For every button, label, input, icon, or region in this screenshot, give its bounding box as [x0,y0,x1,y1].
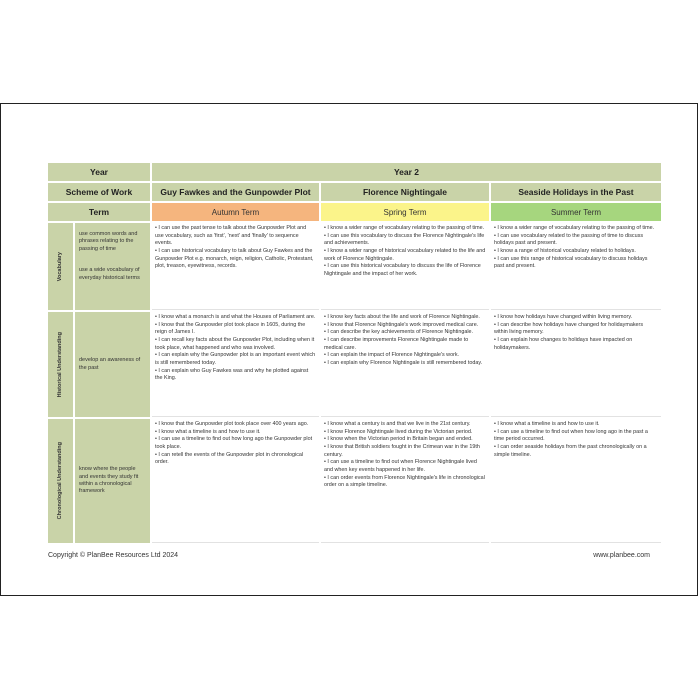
bullet-item: • I can describe improvements Florence Nightingale made to medical care. [324,337,469,351]
term-label: Term [48,203,150,221]
term-summer: Summer Term [491,203,661,221]
bullet-item: • I can retell the events of the Gunpowder plot in chronological order. [155,451,304,466]
curriculum-table [48,163,653,543]
bullet-item: • I know that the Gunpowder plot took place in 1605, during the reign of James I. [155,321,306,336]
bullet-item: • I know how holidays have changed within living memory. [494,314,633,320]
row-side-historical [48,312,73,417]
bullet-item: • I know a wider range of vocabulary relating to the passing of time. [494,225,655,231]
bullet-item: • I can describe how holidays have changed for holidaymakers within living memory. [494,321,644,336]
cell-historical-spring [321,312,489,417]
website-link[interactable]: www.planbee.com [593,552,650,559]
row-side-chronological [48,419,73,543]
objectives-chronological [75,419,150,543]
cell-chronological-autumn [152,419,319,543]
bullet-item: • I know that the Gunpowder plot took place over 400 years ago. [155,421,309,427]
copyright-text: Copyright © PlanBee Resources Ltd 2024 [48,552,179,559]
objectives-historical [75,312,150,417]
scheme-label: Scheme of Work [48,183,150,201]
side-label: Historical Understanding [57,331,64,398]
bullet-item: • I can use this vocabulary to discuss the Florence Nightingale's life and achievements. [324,232,485,247]
bullet-item: • I can explain why the Gunpowder plot is an important event which is still remembered today. [155,352,316,367]
cell-chronological-summer [491,419,661,543]
cell-historical-autumn [152,312,319,417]
bullet-item: • I know a range of historical vocabulary related to holidays. [494,248,636,255]
bullet-item: • I can use a timeline to find out when how long ago in the past a time period occurred. [494,428,648,443]
bullet-item: • I know Florence Nightingale lived during the Victorian period. [324,428,473,435]
term-spring: Spring Term [321,203,489,221]
objective-text: use a wide vocabulary of everyday historical terms [79,267,140,281]
bullet-item: • I know a wider range of historical vocabulary related to the life and work of Florence Nightingale. [324,248,486,262]
unit-title-autumn: Guy Fawkes and the Gunpowder Plot [152,183,319,201]
bullet-item: • I can explain how changes to holidays have impacted on holidaymakers. [494,337,633,351]
cell-vocabulary-spring [321,223,489,310]
term-autumn: Autumn Term [152,203,319,221]
document-page [0,103,698,596]
cell-vocabulary-autumn [152,223,319,310]
unit-title-summer: Seaside Holidays in the Past [491,183,661,201]
side-label: Vocabulary [57,251,64,282]
cell-vocabulary-summer [491,223,661,310]
bullet-item: • I can use this historical vocabulary to discuss the life of Florence Nightingale and the impact of her work. [324,263,481,278]
objective-text: use common words and phrases relating to the passing of time [79,231,138,252]
bullet-item: • I can order events from Florence Nightingale's life in chronological order on a simple timeline. [324,474,485,489]
bullet-item: • I can use historical vocabulary to talk about Guy Fawkes and the Gunpowder Plot e.g. monarch, reign, religion, Catholic, Protestant, plot, treason, eyewitness, records. [155,248,314,270]
bullet-item: • I can explain why Florence Nightingale is still remembered today. [324,360,483,367]
bullet-item: • I know that British soldiers fought in the Crimean war in the 19th century. [324,444,480,458]
year-value: Year 2 [152,163,661,181]
year-label: Year [48,163,150,181]
bullet-item: • I can order seaside holidays from the past chronologically on a simple timeline. [494,444,647,458]
side-label: Chronological Understanding [57,442,64,520]
bullet-item: • I know what a timeline is and how to use it. [155,428,261,435]
bullet-item: • I can explain who Guy Fawkes was and why he plotted against the King. [155,367,309,382]
bullet-item: • I know what a timeline is and how to use it. [494,421,600,427]
bullet-item: • I can use a timeline to find out when Florence Nightingale lived and when key events happened in her life. [324,459,477,474]
bullet-item: • I know key facts about the life and work of Florence Nightingale. [324,314,480,320]
objectives-vocabulary [75,223,150,310]
cell-chronological-spring [321,419,489,543]
row-side-vocabulary [48,223,73,310]
bullet-item: • I know what a century is and that we live in the 21st century. [324,421,471,427]
bullet-item: • I know a wider range of vocabulary relating to the passing of time. [324,225,485,231]
cell-historical-summer [491,312,661,417]
bullet-item: • I can describe the key achievements of Florence Nightingale. [324,329,474,336]
objective-text: develop an awareness of the past [79,357,141,371]
bullet-item: • I can use a timeline to find out how long ago the Gunpowder plot took place. [155,436,313,451]
bullet-item: • I can explain the impact of Florence Nightingale's work. [324,352,460,359]
bullet-item: • I can use vocabulary related to the passing of time to discuss holidays past and present. [494,232,644,247]
objective-text: know where the people and events they study fit within a chronological framework [79,466,139,495]
bullet-item: • I know when the Victorian period in Britain began and ended. [324,436,473,443]
bullet-item: • I know that Florence Nightingale's work improved medical care. [324,321,479,328]
bullet-item: • I can use this range of historical vocabulary to discuss holidays past and present. [494,255,648,270]
bullet-item: • I can recall key facts about the Gunpowder Plot, including when it took place, what happened and who was involved. [155,337,315,351]
bullet-item: • I know what a monarch is and what the Houses of Parliament are. [155,314,316,320]
bullet-item: • I can use the past tense to talk about the Gunpowder Plot and use vocabulary, such as 'first', 'next' and 'finally' to sequence events. [155,225,307,247]
unit-title-spring: Florence Nightingale [321,183,489,201]
